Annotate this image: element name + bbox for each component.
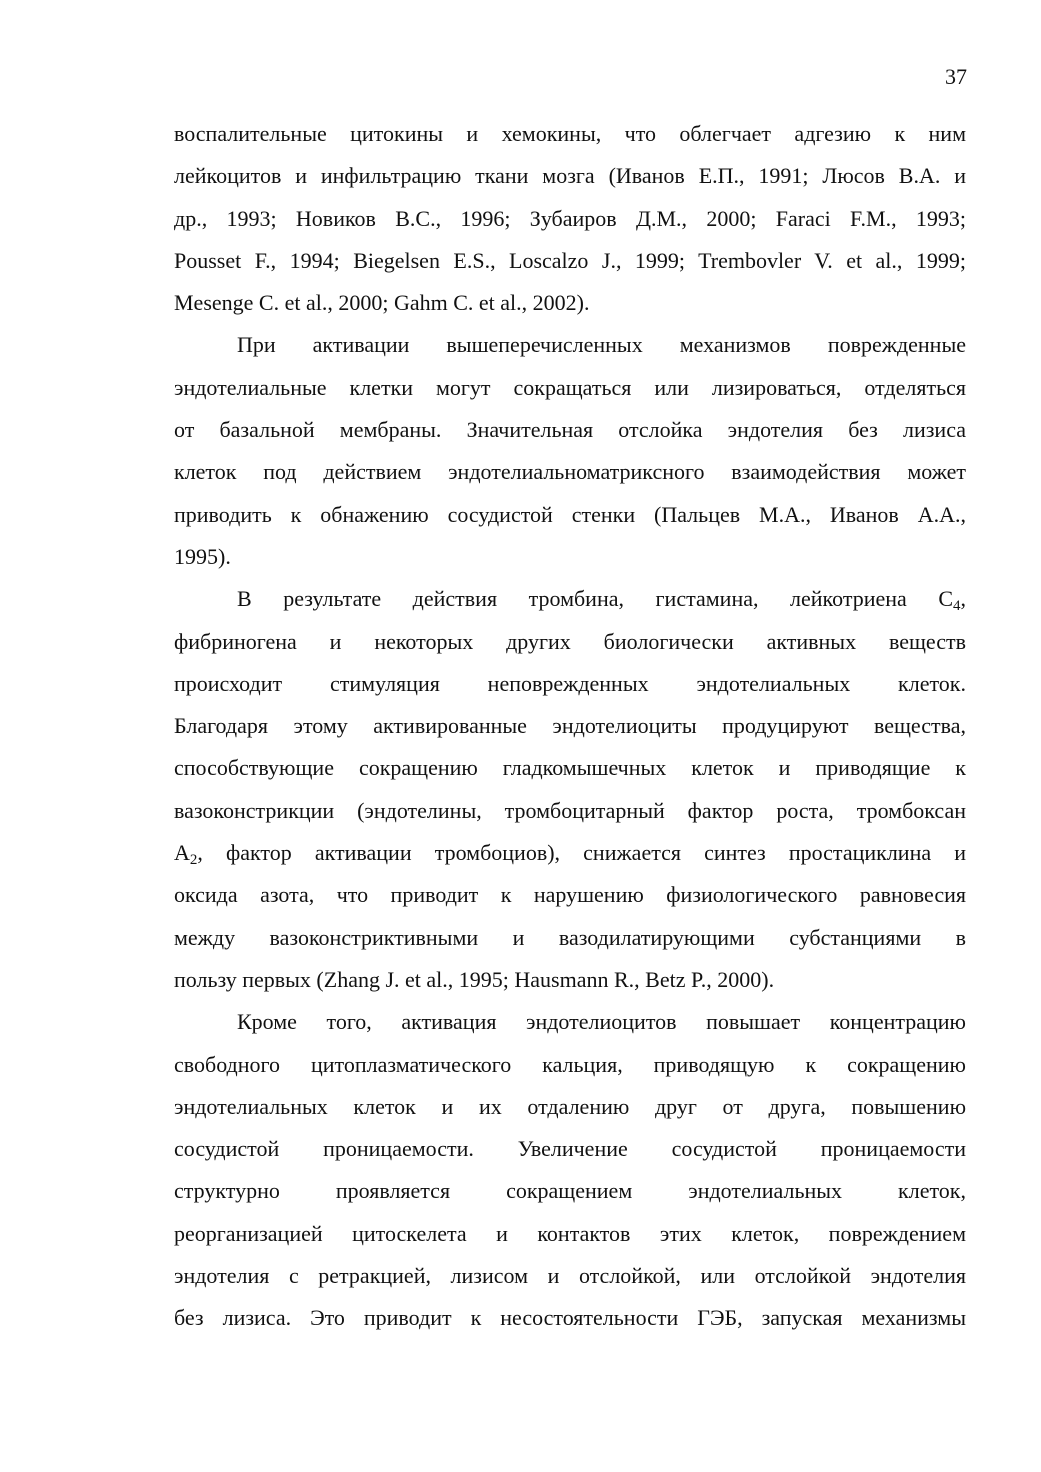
text-line: происходит стимуляция неповрежденных эндотелиальных клеток. (174, 670, 966, 696)
text-line: от базальной мембраны. Значительная отслойка эндотелия без лизиса (174, 417, 966, 443)
paragraph-3 (174, 578, 966, 1001)
text-segment: , фактор активации тромбоциов), снижается синтез простациклина и (197, 840, 966, 866)
text-line: приводить к обнажению сосудистой стенки (Пальцев М.А., Иванов А.А., (174, 501, 966, 527)
paragraph-2 (174, 324, 966, 578)
text-segment: А (174, 840, 190, 866)
text-line: оксида азота, что приводит к нарушению физиологического равновесия (174, 882, 966, 908)
text-line: реорганизацией цитоскелета и контактов этих клеток, повреждением (174, 1220, 966, 1246)
text-line: воспалительные цитокины и хемокины, что облегчает адгезию к ним (174, 121, 966, 146)
text-line: клеток под действием эндотелиальноматриксного взаимодействия может (174, 459, 966, 485)
text-line (174, 832, 966, 874)
text-line: Благодаря этому активированные эндотелиоциты продуцируют вещества, (174, 713, 966, 739)
text-line: 1995). (174, 543, 231, 569)
text-line: эндотелия с ретракцией, лизисом и отслойкой, или отслойкой эндотелия (174, 1263, 966, 1289)
text-line: структурно проявляется сокращением эндотелиальных клеток, (174, 1178, 966, 1204)
page-number: 37 (945, 64, 967, 89)
text-line: без лизиса. Это приводит к несостоятельности ГЭБ, запуская механизмы (174, 1305, 966, 1331)
text-line: эндотелиальные клетки могут сокращаться или лизироваться, отделяться (174, 374, 966, 400)
text-line: сосудистой проницаемости. Увеличение сосудистой проницаемости (174, 1136, 966, 1162)
text-segment: В результате действия тромбина, гистамина, лейкотриена С (237, 586, 953, 612)
text-line: эндотелиальных клеток и их отдалению друг от друга, повышению (174, 1093, 966, 1119)
subscript: 2 (189, 852, 198, 869)
text-line: способствующие сокращению гладкомышечных клеток и приводящие к (174, 755, 966, 781)
text-line: др., 1993; Новиков В.С., 1996; Зубаиров Д.М., 2000; Faraci F.M., 1993; (174, 205, 966, 231)
subscript: 4 (953, 598, 961, 615)
text-line: При активации вышеперечисленных механизмов поврежденные (237, 332, 966, 358)
text-line: Кроме того, активация эндотелиоцитов повышает концентрацию (237, 1009, 966, 1035)
text-line: между вазоконстриктивными и вазодилатирующими субстанциями в (174, 924, 966, 950)
paragraph-4 (174, 1001, 966, 1339)
text-line: вазоконстрикции (эндотелины, тромбоцитарный фактор роста, тромбоксан (174, 797, 966, 823)
text-segment: , (960, 586, 966, 612)
text-line: свободного цитоплазматического кальция, приводящую к сокращению (174, 1051, 966, 1077)
paragraph-1 (174, 113, 966, 324)
text-line (174, 578, 966, 620)
text-line: пользу первых (Zhang J. et al., 1995; Hausmann R., Betz P., 2000). (174, 966, 775, 992)
text-line: Mesenge C. et al., 2000; Gahm C. et al., 2002). (174, 290, 590, 316)
text-line: фибриногена и некоторых других биологически активных веществ (174, 628, 966, 654)
document-body (174, 113, 966, 1340)
text-line: лейкоцитов и инфильтрацию ткани мозга (Иванов Е.П., 1991; Люсов В.А. и (174, 163, 966, 189)
text-line: Pousset F., 1994; Biegelsen E.S., Loscalzo J., 1999; Trembovler V. et al., 1999; (174, 247, 966, 273)
